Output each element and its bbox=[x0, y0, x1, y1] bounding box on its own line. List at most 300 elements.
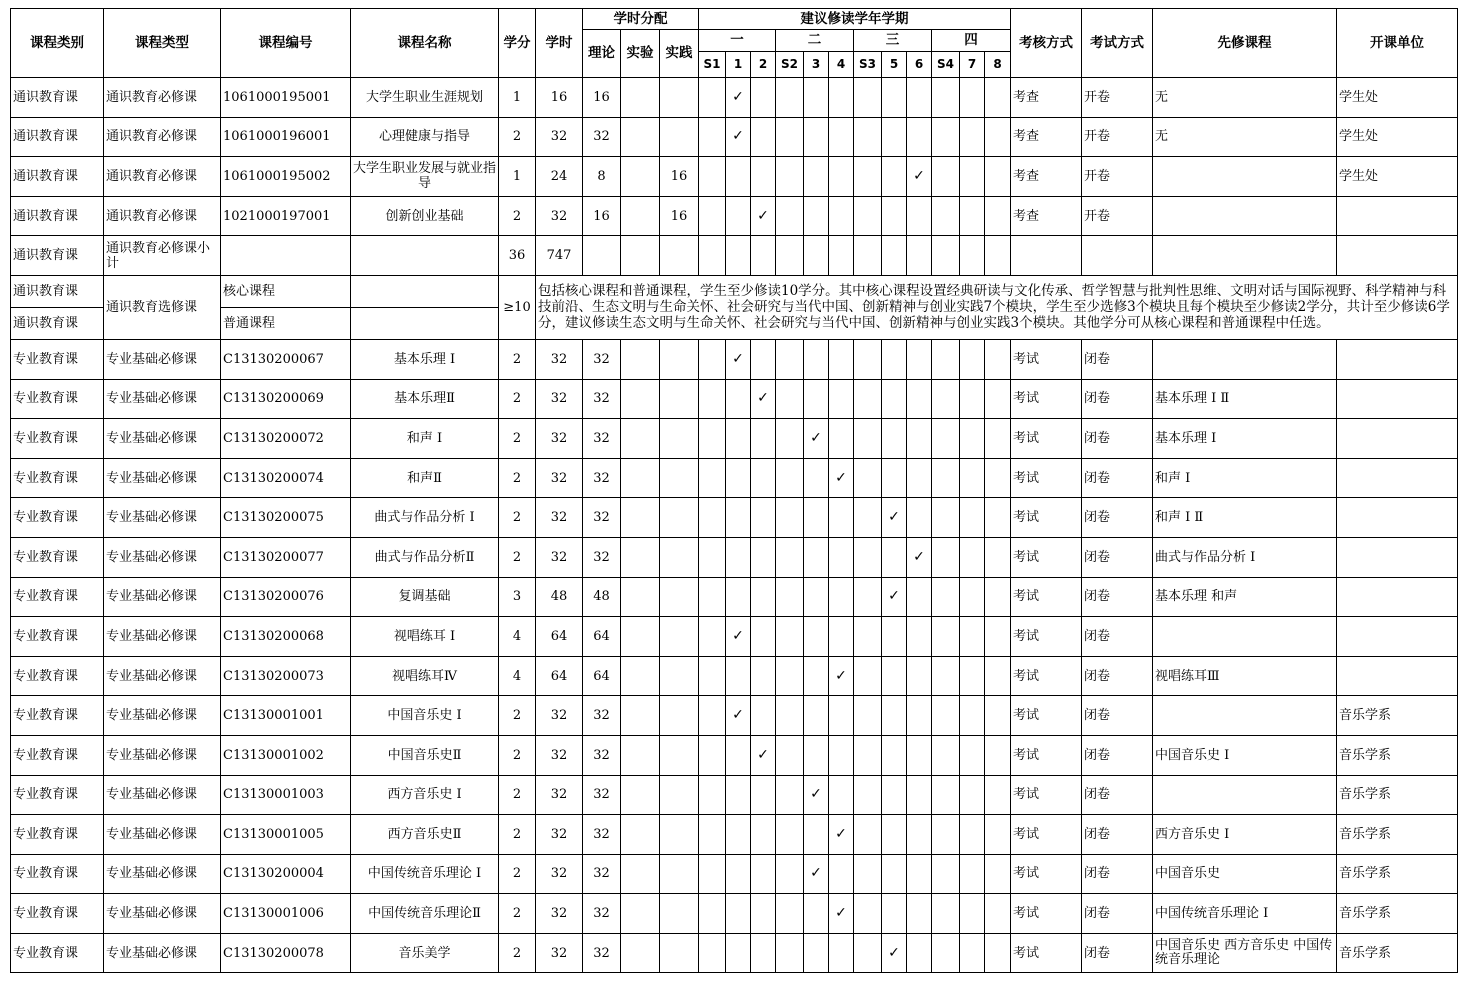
cell-assess: 考查 bbox=[1011, 78, 1082, 118]
cell-semester bbox=[932, 815, 960, 855]
cell-semester bbox=[751, 458, 776, 498]
cell-semester bbox=[776, 854, 804, 894]
cell-semester bbox=[726, 775, 751, 815]
cell-semester bbox=[907, 933, 932, 973]
curriculum-table bbox=[10, 8, 1458, 973]
cell-type: 专业基础必修课 bbox=[104, 735, 221, 775]
cell-empty bbox=[932, 236, 960, 276]
cell-semester bbox=[907, 78, 932, 118]
cell-prereq: 中国音乐史 西方音乐史 中国传统音乐理论 bbox=[1153, 933, 1337, 973]
cell-name: 西方音乐史 I bbox=[351, 775, 499, 815]
cell-theory: 32 bbox=[583, 894, 621, 934]
cell-theory: 16 bbox=[583, 78, 621, 118]
cell-semester bbox=[854, 339, 882, 379]
cell-semester bbox=[882, 339, 907, 379]
cell-type: 专业基础必修课 bbox=[104, 458, 221, 498]
cell-semester bbox=[907, 498, 932, 538]
table-row bbox=[11, 656, 1458, 696]
cell-empty bbox=[804, 236, 829, 276]
cell-exam: 闭卷 bbox=[1082, 696, 1153, 736]
cell-name: 视唱练耳 I bbox=[351, 617, 499, 657]
cell-semester bbox=[907, 617, 932, 657]
cell-prereq: 视唱练耳Ⅲ bbox=[1153, 656, 1337, 696]
cell-semester bbox=[960, 894, 985, 934]
cell-theory: 32 bbox=[583, 537, 621, 577]
cell-prereq: 基本乐理 I bbox=[1153, 419, 1337, 459]
cell-semester bbox=[776, 117, 804, 157]
cell-prereq bbox=[1153, 339, 1337, 379]
cell-credit: 3 bbox=[499, 577, 536, 617]
header-year-1: 一 bbox=[699, 30, 776, 52]
cell-prereq: 无 bbox=[1153, 78, 1337, 118]
cell-semester bbox=[829, 196, 854, 236]
cell-semester bbox=[776, 933, 804, 973]
cell-semester bbox=[932, 196, 960, 236]
cell-semester bbox=[726, 157, 751, 197]
cell-category: 专业教育课 bbox=[11, 498, 104, 538]
cell-name: 曲式与作品分析Ⅱ bbox=[351, 537, 499, 577]
cell-semester bbox=[804, 537, 829, 577]
cell-semester bbox=[932, 894, 960, 934]
cell-hours: 32 bbox=[536, 498, 583, 538]
cell-unit: 学生处 bbox=[1337, 78, 1458, 118]
cell-experiment bbox=[621, 933, 660, 973]
checkmark-icon: ✓ bbox=[829, 894, 854, 934]
cell-semester bbox=[751, 78, 776, 118]
cell-credit: 2 bbox=[499, 854, 536, 894]
cell-semester bbox=[726, 379, 751, 419]
header-practice: 实践 bbox=[660, 30, 699, 78]
cell-semester bbox=[882, 458, 907, 498]
cell-semester bbox=[854, 379, 882, 419]
cell-semester bbox=[932, 577, 960, 617]
cell-practice bbox=[660, 339, 699, 379]
cell-semester bbox=[829, 379, 854, 419]
cell-theory: 32 bbox=[583, 458, 621, 498]
cell-category: 专业教育课 bbox=[11, 656, 104, 696]
cell-experiment bbox=[621, 419, 660, 459]
cell-empty bbox=[1082, 236, 1153, 276]
cell-assess: 考查 bbox=[1011, 196, 1082, 236]
cell-semester bbox=[804, 379, 829, 419]
cell-category: 专业教育课 bbox=[11, 458, 104, 498]
cell-experiment bbox=[621, 458, 660, 498]
cell-semester bbox=[726, 537, 751, 577]
cell-code: C13130200067 bbox=[221, 339, 351, 379]
cell-category: 通识教育课 bbox=[11, 236, 104, 276]
cell-type: 专业基础必修课 bbox=[104, 656, 221, 696]
cell-practice bbox=[660, 656, 699, 696]
cell-exam: 闭卷 bbox=[1082, 339, 1153, 379]
cell-credit: 2 bbox=[499, 339, 536, 379]
cell-empty bbox=[621, 236, 660, 276]
cell-type: 专业基础必修课 bbox=[104, 815, 221, 855]
cell-experiment bbox=[621, 735, 660, 775]
table-row bbox=[11, 696, 1458, 736]
cell-code: C13130200074 bbox=[221, 458, 351, 498]
cell-name: 心理健康与指导 bbox=[351, 117, 499, 157]
cell-semester bbox=[726, 458, 751, 498]
cell-semester bbox=[907, 854, 932, 894]
header-suggested-term: 建议修读学年学期 bbox=[699, 9, 1011, 30]
cell-semester bbox=[829, 339, 854, 379]
cell-semester bbox=[882, 196, 907, 236]
cell-exam: 闭卷 bbox=[1082, 379, 1153, 419]
table-row bbox=[11, 815, 1458, 855]
cell-code: C13130001006 bbox=[221, 894, 351, 934]
header-semester: 1 bbox=[726, 52, 751, 78]
cell-category: 专业教育课 bbox=[11, 537, 104, 577]
cell-prereq bbox=[1153, 157, 1337, 197]
cell-exam: 开卷 bbox=[1082, 78, 1153, 118]
checkmark-icon: ✓ bbox=[726, 117, 751, 157]
cell-semester bbox=[985, 419, 1011, 459]
table-row bbox=[11, 196, 1458, 236]
cell-theory: 32 bbox=[583, 339, 621, 379]
header-unit: 开课单位 bbox=[1337, 9, 1458, 78]
cell-hours: 32 bbox=[536, 458, 583, 498]
cell-category: 专业教育课 bbox=[11, 854, 104, 894]
checkmark-icon: ✓ bbox=[907, 157, 932, 197]
cell-unit: 音乐学系 bbox=[1337, 894, 1458, 934]
cell-practice bbox=[660, 577, 699, 617]
cell-semester bbox=[985, 775, 1011, 815]
cell-semester bbox=[699, 617, 726, 657]
cell-semester bbox=[699, 894, 726, 934]
cell-semester bbox=[854, 775, 882, 815]
cell-unit: 音乐学系 bbox=[1337, 775, 1458, 815]
cell-semester bbox=[907, 117, 932, 157]
cell-code: 1061000196001 bbox=[221, 117, 351, 157]
cell-theory: 32 bbox=[583, 117, 621, 157]
cell-semester bbox=[751, 894, 776, 934]
cell-exam: 闭卷 bbox=[1082, 577, 1153, 617]
cell-semester bbox=[854, 78, 882, 118]
cell-semester bbox=[882, 617, 907, 657]
cell-credit: ≥10 bbox=[499, 275, 536, 339]
cell-semester bbox=[854, 117, 882, 157]
cell-assess: 考试 bbox=[1011, 775, 1082, 815]
cell-empty bbox=[751, 236, 776, 276]
cell-exam: 闭卷 bbox=[1082, 894, 1153, 934]
cell-credit: 1 bbox=[499, 78, 536, 118]
header-exam: 考试方式 bbox=[1082, 9, 1153, 78]
cell-empty bbox=[907, 236, 932, 276]
cell-credit: 2 bbox=[499, 419, 536, 459]
cell-experiment bbox=[621, 854, 660, 894]
cell-semester bbox=[907, 894, 932, 934]
cell-semester bbox=[726, 196, 751, 236]
cell-semester bbox=[751, 617, 776, 657]
cell-semester bbox=[960, 117, 985, 157]
cell-practice bbox=[660, 775, 699, 815]
cell-semester bbox=[907, 419, 932, 459]
cell-exam: 闭卷 bbox=[1082, 933, 1153, 973]
cell-unit: 音乐学系 bbox=[1337, 735, 1458, 775]
header-semester: 5 bbox=[882, 52, 907, 78]
cell-category: 通识教育课 bbox=[11, 307, 104, 339]
cell-experiment bbox=[621, 696, 660, 736]
cell-name: 西方音乐史Ⅱ bbox=[351, 815, 499, 855]
cell-semester bbox=[776, 617, 804, 657]
cell-semester bbox=[699, 577, 726, 617]
cell-prereq: 基本乐理 和声 bbox=[1153, 577, 1337, 617]
cell-assess: 考试 bbox=[1011, 379, 1082, 419]
cell-semester bbox=[932, 379, 960, 419]
table-row bbox=[11, 894, 1458, 934]
cell-credit: 2 bbox=[499, 498, 536, 538]
cell-semester bbox=[907, 656, 932, 696]
cell-assess: 考试 bbox=[1011, 419, 1082, 459]
cell-exam: 闭卷 bbox=[1082, 498, 1153, 538]
cell-theory: 8 bbox=[583, 157, 621, 197]
cell-type: 专业基础必修课 bbox=[104, 696, 221, 736]
cell-semester bbox=[776, 498, 804, 538]
cell-category: 通识教育课 bbox=[11, 196, 104, 236]
cell-semester bbox=[854, 157, 882, 197]
cell-semester bbox=[854, 498, 882, 538]
cell-experiment bbox=[621, 894, 660, 934]
header-year-2: 二 bbox=[776, 30, 854, 52]
cell-name: 创新创业基础 bbox=[351, 196, 499, 236]
cell-exam: 闭卷 bbox=[1082, 537, 1153, 577]
cell-semester bbox=[699, 157, 726, 197]
cell-semester bbox=[882, 696, 907, 736]
cell-exam: 开卷 bbox=[1082, 117, 1153, 157]
header-semester: S1 bbox=[699, 52, 726, 78]
cell-semester bbox=[804, 696, 829, 736]
cell-semester bbox=[985, 339, 1011, 379]
cell-semester bbox=[829, 577, 854, 617]
cell-semester bbox=[726, 815, 751, 855]
cell-semester bbox=[829, 78, 854, 118]
cell-exam: 闭卷 bbox=[1082, 458, 1153, 498]
checkmark-icon: ✓ bbox=[907, 537, 932, 577]
cell-hours: 32 bbox=[536, 196, 583, 236]
cell-semester bbox=[907, 379, 932, 419]
cell-semester bbox=[776, 157, 804, 197]
cell-semester bbox=[960, 696, 985, 736]
cell-semester bbox=[699, 78, 726, 118]
cell-semester bbox=[985, 157, 1011, 197]
cell-semester bbox=[776, 196, 804, 236]
cell-semester bbox=[751, 933, 776, 973]
cell-type: 专业基础必修课 bbox=[104, 498, 221, 538]
cell-name: 中国传统音乐理论 I bbox=[351, 854, 499, 894]
table-header bbox=[11, 9, 1458, 78]
cell-code: C13130200075 bbox=[221, 498, 351, 538]
cell-semester bbox=[932, 339, 960, 379]
cell-semester bbox=[804, 458, 829, 498]
cell-semester bbox=[726, 854, 751, 894]
cell-semester bbox=[751, 854, 776, 894]
checkmark-icon: ✓ bbox=[882, 498, 907, 538]
cell-empty bbox=[960, 236, 985, 276]
cell-hours: 32 bbox=[536, 419, 583, 459]
cell-type: 专业基础必修课 bbox=[104, 339, 221, 379]
cell-assess: 考试 bbox=[1011, 933, 1082, 973]
cell-empty bbox=[854, 236, 882, 276]
cell-semester bbox=[804, 894, 829, 934]
cell-theory: 32 bbox=[583, 775, 621, 815]
cell-semester bbox=[699, 775, 726, 815]
cell-assess: 考试 bbox=[1011, 577, 1082, 617]
cell-code: C13130200004 bbox=[221, 854, 351, 894]
cell-category: 专业教育课 bbox=[11, 379, 104, 419]
cell-semester bbox=[854, 196, 882, 236]
cell-semester bbox=[776, 537, 804, 577]
header-semester: 2 bbox=[751, 52, 776, 78]
cell-category: 专业教育课 bbox=[11, 577, 104, 617]
cell-credit: 2 bbox=[499, 117, 536, 157]
header-name: 课程名称 bbox=[351, 9, 499, 78]
cell-category: 专业教育课 bbox=[11, 617, 104, 657]
header-code: 课程编号 bbox=[221, 9, 351, 78]
cell-prereq: 和声 I Ⅱ bbox=[1153, 498, 1337, 538]
cell-hours: 48 bbox=[536, 577, 583, 617]
cell-semester bbox=[804, 78, 829, 118]
cell-semester bbox=[699, 419, 726, 459]
cell-theory: 32 bbox=[583, 419, 621, 459]
header-semester: 4 bbox=[829, 52, 854, 78]
cell-practice bbox=[660, 117, 699, 157]
cell-practice bbox=[660, 78, 699, 118]
cell-semester bbox=[776, 696, 804, 736]
cell-semester bbox=[960, 339, 985, 379]
cell-type: 通识教育必修课 bbox=[104, 196, 221, 236]
cell-name: 中国传统音乐理论Ⅱ bbox=[351, 894, 499, 934]
checkmark-icon: ✓ bbox=[804, 419, 829, 459]
table-row bbox=[11, 419, 1458, 459]
cell-semester bbox=[854, 696, 882, 736]
cell-semester bbox=[726, 577, 751, 617]
cell-credit: 4 bbox=[499, 617, 536, 657]
cell-unit: 学生处 bbox=[1337, 157, 1458, 197]
cell-semester bbox=[804, 196, 829, 236]
checkmark-icon: ✓ bbox=[882, 933, 907, 973]
cell-theory: 64 bbox=[583, 656, 621, 696]
cell-category: 通识教育课 bbox=[11, 275, 104, 307]
cell-exam: 闭卷 bbox=[1082, 735, 1153, 775]
cell-type: 专业基础必修课 bbox=[104, 379, 221, 419]
cell-prereq bbox=[1153, 696, 1337, 736]
cell-empty bbox=[829, 236, 854, 276]
cell-semester bbox=[882, 775, 907, 815]
checkmark-icon: ✓ bbox=[829, 815, 854, 855]
cell-semester bbox=[932, 933, 960, 973]
cell-unit bbox=[1337, 339, 1458, 379]
cell-prereq: 基本乐理 I Ⅱ bbox=[1153, 379, 1337, 419]
cell-type: 专业基础必修课 bbox=[104, 419, 221, 459]
checkmark-icon: ✓ bbox=[726, 339, 751, 379]
header-type: 课程类型 bbox=[104, 9, 221, 78]
cell-semester bbox=[776, 735, 804, 775]
table-row bbox=[11, 775, 1458, 815]
cell-experiment bbox=[621, 498, 660, 538]
cell-assess: 考试 bbox=[1011, 815, 1082, 855]
cell-unit bbox=[1337, 419, 1458, 459]
cell-empty bbox=[776, 236, 804, 276]
header-semester: 6 bbox=[907, 52, 932, 78]
cell-name: 基本乐理Ⅱ bbox=[351, 379, 499, 419]
cell-hours: 64 bbox=[536, 656, 583, 696]
checkmark-icon: ✓ bbox=[726, 696, 751, 736]
cell-semester bbox=[882, 815, 907, 855]
cell-semester bbox=[985, 894, 1011, 934]
cell-semester bbox=[985, 117, 1011, 157]
cell-semester bbox=[751, 157, 776, 197]
cell-semester bbox=[854, 537, 882, 577]
subtotal-row bbox=[11, 236, 1458, 276]
cell-semester bbox=[829, 854, 854, 894]
cell-semester bbox=[751, 117, 776, 157]
cell-experiment bbox=[621, 379, 660, 419]
cell-practice bbox=[660, 933, 699, 973]
cell-prereq: 西方音乐史 I bbox=[1153, 815, 1337, 855]
cell-semester bbox=[985, 854, 1011, 894]
cell-code: C13130200078 bbox=[221, 933, 351, 973]
cell-empty bbox=[726, 236, 751, 276]
table-row bbox=[11, 735, 1458, 775]
cell-semester bbox=[932, 537, 960, 577]
cell-semester bbox=[804, 933, 829, 973]
cell-hours: 64 bbox=[536, 617, 583, 657]
cell-practice bbox=[660, 854, 699, 894]
cell-assess: 考试 bbox=[1011, 498, 1082, 538]
cell-semester bbox=[726, 735, 751, 775]
cell-semester bbox=[932, 617, 960, 657]
cell-semester bbox=[854, 735, 882, 775]
cell-assess: 考试 bbox=[1011, 617, 1082, 657]
cell-category: 专业教育课 bbox=[11, 735, 104, 775]
header-semester: 8 bbox=[985, 52, 1011, 78]
cell-exam: 闭卷 bbox=[1082, 854, 1153, 894]
cell-name: 大学生职业生涯规划 bbox=[351, 78, 499, 118]
cell-credit: 2 bbox=[499, 894, 536, 934]
table-row bbox=[11, 379, 1458, 419]
curriculum-document bbox=[10, 8, 1458, 973]
cell-practice bbox=[660, 735, 699, 775]
cell-semester bbox=[751, 696, 776, 736]
table-row bbox=[11, 339, 1458, 379]
cell-hours: 16 bbox=[536, 78, 583, 118]
cell-prereq: 中国传统音乐理论 I bbox=[1153, 894, 1337, 934]
cell-semester bbox=[932, 419, 960, 459]
cell-semester bbox=[776, 775, 804, 815]
cell-hours: 32 bbox=[536, 117, 583, 157]
header-hours: 学时 bbox=[536, 9, 583, 78]
cell-semester bbox=[960, 78, 985, 118]
cell-semester bbox=[907, 775, 932, 815]
cell-experiment bbox=[621, 815, 660, 855]
checkmark-icon: ✓ bbox=[726, 617, 751, 657]
cell-semester bbox=[829, 696, 854, 736]
cell-empty bbox=[1153, 236, 1337, 276]
cell-semester bbox=[804, 339, 829, 379]
cell-semester bbox=[726, 498, 751, 538]
cell-assess: 考试 bbox=[1011, 458, 1082, 498]
cell-category: 专业教育课 bbox=[11, 339, 104, 379]
cell-semester bbox=[726, 656, 751, 696]
cell-semester bbox=[751, 419, 776, 459]
header-semester: 7 bbox=[960, 52, 985, 78]
cell-semester bbox=[751, 537, 776, 577]
cell-hours: 32 bbox=[536, 537, 583, 577]
cell-theory: 32 bbox=[583, 735, 621, 775]
table-row bbox=[11, 537, 1458, 577]
header-theory: 理论 bbox=[583, 30, 621, 78]
cell-semester bbox=[932, 498, 960, 538]
